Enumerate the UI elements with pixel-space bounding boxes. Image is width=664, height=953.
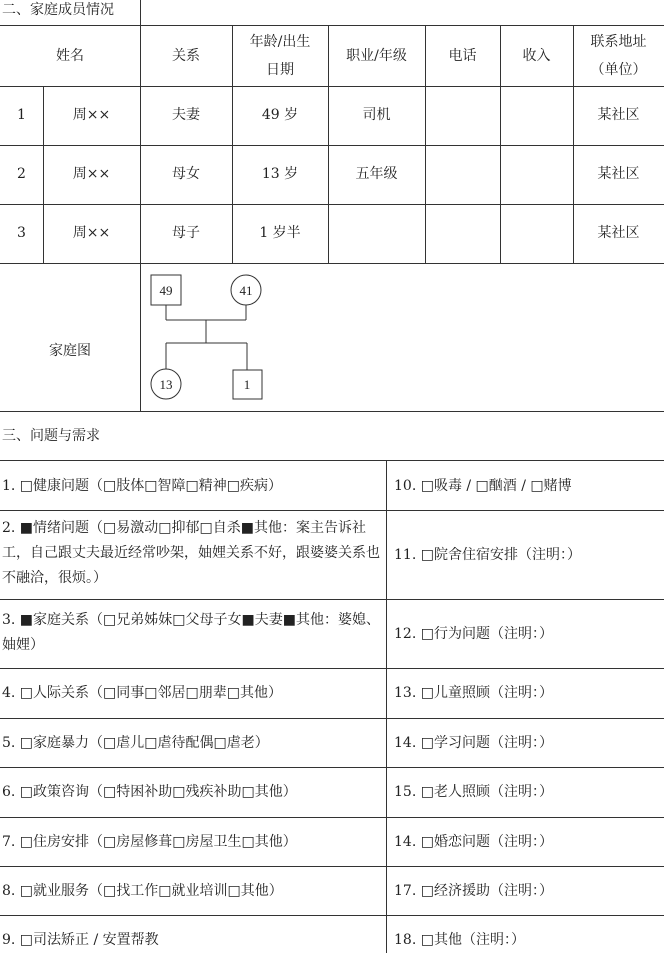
- problem-14: 14. □学习问题（注明：）: [394, 735, 553, 751]
- section3-title: 三、问题与需求: [2, 428, 100, 444]
- row-2-address: 某社区: [597, 166, 640, 182]
- row-2-relation: 母女: [172, 166, 200, 182]
- row-3-address: 某社区: [597, 225, 640, 241]
- mother-age: 41: [239, 283, 253, 298]
- row-3-relation: 母子: [172, 225, 200, 241]
- section2-title: 二、家庭成员情况: [2, 2, 114, 18]
- son-age: 1: [243, 377, 251, 392]
- problem-11: 11. □院舍住宿安排（注明：）: [394, 547, 581, 563]
- problem-1: 1. □健康问题（□肢体□智障□精神□疾病）: [2, 478, 282, 494]
- row-3-name: 周××: [72, 225, 111, 241]
- genogram-label: 家庭图: [49, 343, 91, 359]
- problem-18: 18. □其他（注明：）: [394, 932, 525, 948]
- row-2-age: 13 岁: [261, 166, 299, 182]
- header-relation: 关系: [172, 48, 200, 64]
- father-age: 49: [159, 283, 173, 298]
- problem-12: 12. □行为问题（注明：）: [394, 626, 553, 642]
- problem-15: 15. □老人照顾（注明：）: [394, 784, 553, 800]
- row-3-age: 1 岁半: [259, 225, 301, 241]
- problem-5: 5. □家庭暴力（□虐儿□虐待配偶□虐老）: [2, 735, 269, 751]
- row-1-address: 某社区: [597, 107, 640, 123]
- header-address-2: （单位）: [590, 62, 647, 78]
- row-2-occupation: 五年级: [355, 166, 398, 182]
- header-age-2: 日期: [266, 62, 294, 78]
- problem-9: 9. □司法矫正 / 安置帮教: [2, 932, 159, 948]
- problem-13: 13. □儿童照顾（注明：）: [394, 685, 553, 701]
- daughter-age: 13: [159, 377, 173, 392]
- row-1-name: 周××: [72, 107, 111, 123]
- header-income: 收入: [522, 48, 551, 64]
- problem-10: 10. □吸毒 / □酗酒 / □赌博: [394, 478, 572, 494]
- row-1-occupation: 司机: [362, 107, 391, 123]
- problem-6: 6. □政策咨询（□特困补助□残疾补助□其他）: [2, 784, 297, 800]
- row-2-no: 2: [17, 166, 26, 182]
- header-occupation: 职业/年级: [346, 48, 407, 64]
- row-3-no: 3: [17, 225, 26, 241]
- problem-8: 8. □就业服务（□找工作□就业培训□其他）: [2, 883, 283, 899]
- problem-17: 17. □经济援助（注明：）: [394, 883, 553, 899]
- problem-4: 4. □人际关系（□同事□邻居□朋辈□其他）: [2, 685, 282, 701]
- problem-2: 2. ■情绪问题（□易激动□抑郁□自杀■其他：案主告诉社工，自己跟丈夫最近经常吵架，妯娌关系不好，跟婆婆关系也不融洽，很烦。）: [2, 520, 380, 586]
- row-2-name: 周××: [72, 166, 111, 182]
- header-name: 姓名: [56, 48, 84, 64]
- problem-16: 14. □婚恋问题（注明：）: [394, 834, 553, 850]
- problem-7: 7. □住房安排（□房屋修葺□房屋卫生□其他）: [2, 834, 297, 850]
- header-address-1: 联系地址: [590, 34, 647, 50]
- header-phone: 电话: [448, 48, 477, 64]
- problem-3: 3. ■家庭关系（□兄弟姊妹□父母子女■夫妻■其他：婆媳、妯娌）: [2, 612, 380, 653]
- row-1-age: 49 岁: [261, 107, 299, 123]
- header-age-1: 年龄/出生: [249, 34, 311, 50]
- row-1-no: 1: [17, 107, 26, 123]
- row-1-relation: 夫妻: [172, 107, 200, 123]
